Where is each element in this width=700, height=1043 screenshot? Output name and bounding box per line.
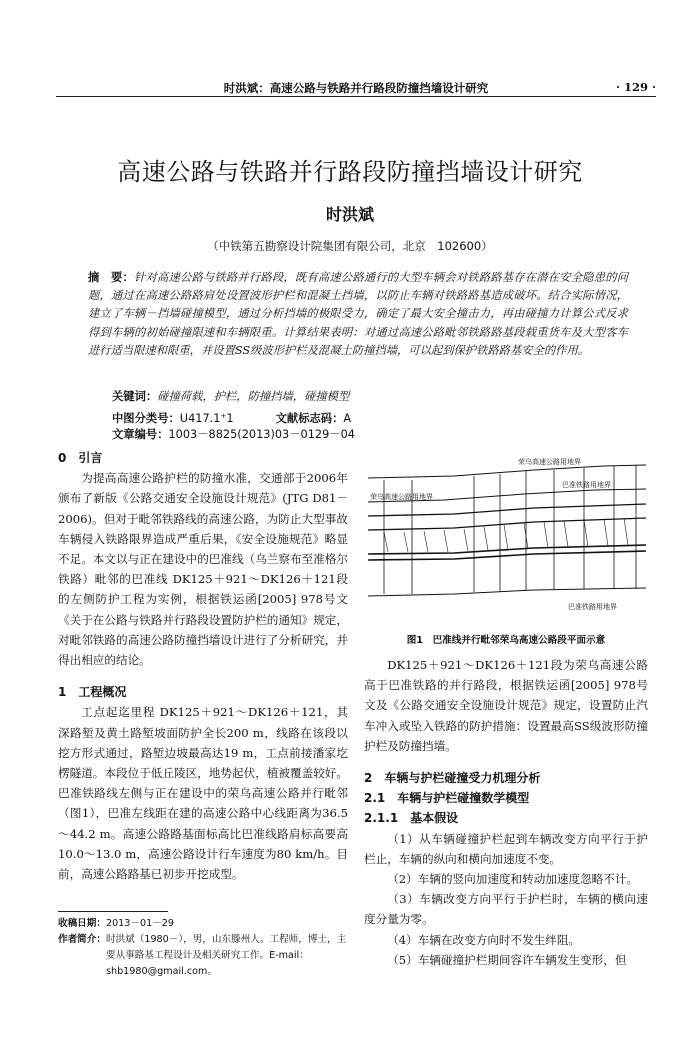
left-column: [58, 448, 348, 884]
section-2-1-heading: 2.1 车辆与护栏碰撞数学模型: [364, 791, 530, 806]
label-rail-boundary-bottom: 巴准铁路用地界: [568, 603, 617, 611]
highway-boundary-line-top: [368, 465, 646, 478]
right-paragraph: DK125＋921～DK126＋121段为荣乌高速公路高于巴准铁路的并行路段，根据铁运函[2005] 978号文及《公路交通安全设施设计规范》规定，设置防止汽车冲入或坠入铁路的防护措施：设置最高SS级波形防撞护栏及防撞挡墙。: [364, 658, 648, 753]
abstract: [88, 268, 628, 360]
affiliation: （中铁第五勘察设计院集团有限公司，北京 102600）: [207, 239, 493, 253]
rail-boundary-line: [368, 588, 646, 596]
received-label: 收稿日期：: [58, 918, 106, 929]
abstract-label: 摘 要：: [88, 270, 134, 284]
label-highway-boundary: 荣乌高速公路用地界: [518, 458, 581, 466]
received-date: 2013－01－29: [105, 918, 174, 929]
running-header: [56, 80, 656, 97]
footnote: [58, 916, 348, 980]
bio-label: 作者简介：: [58, 934, 106, 945]
clc-value: U417.1⁺1: [179, 412, 234, 425]
figure-1-plan-diagram: [364, 456, 648, 628]
bio-text: 时洪斌（1980－），男，山东滕州人。工程师，博士，主要从事路基工程设计及相关研究工作。E-mail：shb1980@gmail.com。: [105, 934, 347, 977]
assumption-4: （4）车辆在改变方向时不发生绊阻。: [387, 932, 581, 947]
section-1-paragraph: 工点起迄里程 DK125＋921～DK126＋121，其深路堑及黄土路堑坡面防护全长200 m，线路在该段以挖方形式通过，路堑边坡最高达19 m，工点前接潘家圪楞隧道。本段位于低丘陵区，地势起伏，植被覆盖较好。巴准铁路线左侧与正在建设中的荣乌高速公路并行毗邻（图1），巴准左线距在建的高速公路中心线距离为36.5～44.2 m。高速公路路基面标高比巴准线路肩标高要高10.0～13.0 m，高速公路设计行车速度为80 km/h。目前，高速公路路基已初步开挖成型。: [58, 705, 348, 882]
section-0-paragraph: 为提高高速公路护栏的防撞水准，交通部于2006年颁布了新版《公路交通安全设施设计规范》(JTG D81－2006)。但对于毗邻铁路线的高速公路，为防止大型事故车辆侵入铁路限界造成严重后果，《安全设施规范》略显不足。本文以与正在建设中的巴准线（乌兰察布至准格尔铁路）毗邻的巴准线 DK125＋921～DK126＋121段的左侧防护工程为实例，根据铁运函[2005] 978号文《关于在公路与铁路并行路段设置防护栏的通知》规定，对毗邻铁路的高速公路防撞挡墙设计进行了分析研究，并得出相应的结论。: [58, 471, 348, 668]
keywords: [112, 388, 349, 404]
assumption-2: （2）车辆的竖向加速度和转动加速度忽略不计。: [387, 872, 639, 887]
page-number: · 129 ·: [615, 80, 656, 94]
article-no-label: 文章编号：: [112, 428, 169, 441]
assumption-3: （3）车辆改变方向平行于护栏时，车辆的横向速度分量为零。: [364, 892, 648, 927]
keywords-text: 碰撞荷载，护栏，防撞挡墙，碰撞模型: [157, 390, 350, 403]
right-column: [364, 655, 648, 970]
assumption-1: （1）从车辆碰撞护栏起到车辆改变方向平行于护栏止，车辆的纵向和横向加速度不变。: [364, 831, 648, 866]
footnote-rule: [58, 911, 168, 912]
label-rail-boundary-top: 巴准铁路用地界: [562, 481, 611, 489]
abstract-text: 针对高速公路与铁路并行路段，既有高速公路通行的大型车辆会对铁路路基存在潜在安全隐患的问题，通过在高速公路路肩处设置波形护栏和混凝土挡墙，以防止车辆对铁路路基造成破坏。结合实际情况，建立了车辆－挡墙碰撞模型，通过分析挡墙的极限受力，确定了最大安全撞击力，再由碰撞力计算公式反求得到车辆的初始碰撞限速和车辆限重。计算结果表明：对通过高速公路毗邻铁路路基段载重货车及大型客车进行适当限速和限重，并设置SS级波形护栏及混凝土防撞挡墙，可以起到保护铁路路基安全的作用。: [88, 271, 628, 357]
rail-line-bottom: [368, 551, 646, 560]
doc-code-value: A: [343, 412, 352, 425]
paper-title: 高速公路与铁路并行路段防撞挡墙设计研究: [117, 158, 583, 186]
keywords-label: 关键词：: [112, 389, 158, 403]
label-highway-boundary-2: 荣乌高速公路用地界: [370, 493, 433, 501]
highway-edge: [368, 504, 646, 516]
assumption-5: （5）车辆碰撞护栏期间容许车辆发生变形，但: [387, 952, 627, 967]
doc-code-label: 文献标志码：: [275, 412, 344, 425]
figure-1-caption: 图1 巴准线并行毗邻荣乌高速公路段平面示意: [406, 635, 606, 646]
section-2-1-1-heading: 2.1.1 基本假设: [364, 811, 459, 826]
clc-label: 中图分类号：: [112, 412, 180, 425]
running-title: 时洪斌：高速公路与铁路并行路段防撞挡墙设计研究: [223, 81, 489, 95]
classification-line: [112, 410, 632, 442]
section-2-heading: 2 车辆与护栏碰撞受力机理分析: [364, 771, 541, 786]
article-no-value: 1003－8825(2013)03－0129－04: [168, 428, 355, 441]
section-1-heading: 1 工程概况: [58, 685, 127, 700]
section-0-heading: 0 引言: [58, 451, 103, 465]
author: 时洪斌: [325, 205, 374, 224]
